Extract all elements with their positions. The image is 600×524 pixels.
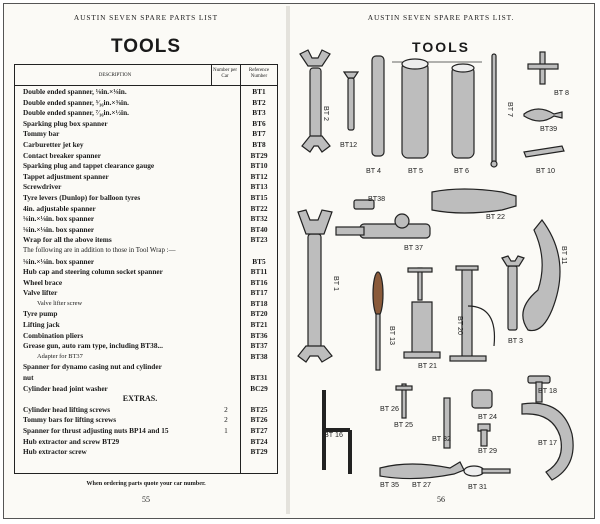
tool-label: BT 2 xyxy=(322,106,331,122)
row-reference: BT16 xyxy=(250,277,268,287)
row-description: Cylinder head joint washer xyxy=(23,383,108,393)
spanner-bt11-icon xyxy=(523,220,560,331)
tool-label: BT 21 xyxy=(418,361,438,370)
table-row xyxy=(15,405,277,416)
row-description: Valve lifter xyxy=(23,288,58,298)
table-row xyxy=(15,384,277,395)
table-row xyxy=(15,373,277,384)
table-row xyxy=(15,182,277,193)
table-row xyxy=(15,193,277,204)
tool-label: BT 1 xyxy=(332,276,341,292)
row-description: Lifting jack xyxy=(23,320,60,330)
row-reference: BT6 xyxy=(252,118,266,128)
row-description: Sparking plug and tappet clearance gauge xyxy=(23,161,155,171)
box-spanner-bt5-icon xyxy=(402,59,428,158)
row-description: Spanner for dynamo casing nut and cylinder xyxy=(23,362,162,372)
row-reference: BT32 xyxy=(250,214,268,224)
row-description: The following are in addition to those in Tool Wrap :— xyxy=(23,246,176,254)
row-reference: BT10 xyxy=(250,161,268,171)
row-description: Grease gun, auto ram type, including BT38... xyxy=(23,341,163,351)
row-reference: BT25 xyxy=(250,404,268,414)
row-description: Sparking plug box spanner xyxy=(23,118,108,128)
row-reference: BT5 xyxy=(252,256,266,266)
row-quantity: 2 xyxy=(224,404,228,414)
row-description: 4in. adjustable spanner xyxy=(23,203,96,213)
row-reference: BT1 xyxy=(252,87,266,96)
tool-label: BT 4 xyxy=(366,166,382,175)
table-row xyxy=(15,426,277,437)
tool-label: BT38 xyxy=(368,194,386,203)
table-row xyxy=(15,108,277,119)
left-page xyxy=(8,6,284,514)
row-reference: BT11 xyxy=(250,267,268,277)
extractor-bt24-icon xyxy=(472,390,492,408)
pump-bt20-icon xyxy=(450,266,494,361)
row-reference: BT27 xyxy=(250,426,268,435)
tool-label: BT 18 xyxy=(538,386,558,395)
tool-label: BT 6 xyxy=(454,166,470,175)
section-heading xyxy=(15,394,277,405)
table-row xyxy=(15,161,277,172)
col-number: Number per Car xyxy=(212,68,238,79)
box-spanner-bt4-icon xyxy=(372,56,384,156)
row-reference: BT20 xyxy=(250,309,268,319)
row-reference: BT3 xyxy=(252,108,266,118)
tool-label: BT 32 xyxy=(432,434,452,443)
spanner-bt2-icon xyxy=(300,50,330,152)
tool-label: BT 22 xyxy=(486,212,506,221)
row-quantity: 1 xyxy=(224,426,228,435)
row-description: Cylinder head lifting screws xyxy=(23,404,111,414)
row-description: Tommy bar xyxy=(23,129,60,139)
page-number: 56 xyxy=(437,495,445,504)
row-reference: BT13 xyxy=(250,182,268,192)
row-reference: BT8 xyxy=(252,139,266,149)
row-description: Tommy bars for lifting screws xyxy=(23,415,117,425)
row-reference: BT7 xyxy=(252,129,266,139)
tool-label: BT 7 xyxy=(506,102,515,118)
row-description: Screwdriver xyxy=(23,182,62,192)
row-reference: BT17 xyxy=(250,288,268,298)
table-row xyxy=(15,151,277,162)
page-number: 55 xyxy=(142,495,150,504)
row-description: Tyre levers (Dunlop) for balloon tyres xyxy=(23,192,141,202)
row-description: Valve lifter screw xyxy=(37,299,83,307)
table-row xyxy=(15,415,277,426)
running-header: AUSTIN SEVEN SPARE PARTS LIST xyxy=(73,13,219,22)
table-row xyxy=(15,299,277,310)
spanner-bt31-icon xyxy=(464,466,510,476)
table-row xyxy=(15,87,277,98)
table-row xyxy=(15,309,277,320)
row-description: Tappet adjustment spanner xyxy=(23,171,109,181)
table-row xyxy=(15,288,277,299)
row-reference: BT29 xyxy=(250,150,268,160)
screwdriver-bt13-icon xyxy=(373,272,383,370)
row-description: Double ended spanner, ⁷⁄₁₆in.×½in. xyxy=(23,108,129,118)
row-description: Combination pliers xyxy=(23,330,84,340)
table-row xyxy=(15,172,277,183)
col-reference: Reference Number xyxy=(248,68,270,79)
row-quantity: 2 xyxy=(224,415,228,425)
tool-label: BT 29 xyxy=(478,446,498,455)
tool-label: BT 20 xyxy=(456,316,465,336)
row-description: Hub extractor screw xyxy=(23,447,87,457)
row-description: nut xyxy=(23,373,34,383)
row-reference: BT18 xyxy=(250,298,268,308)
row-description: Adapter for BT37 xyxy=(37,352,83,360)
table-row xyxy=(15,140,277,151)
gauge-bt10-icon xyxy=(524,146,564,157)
row-reference: BT26 xyxy=(250,415,268,425)
row-reference: BC29 xyxy=(250,383,268,393)
spanner-bt39-icon xyxy=(524,109,562,121)
table-row xyxy=(15,214,277,225)
tool-label: BT 13 xyxy=(388,326,397,346)
table-header xyxy=(15,65,277,86)
spanner-bt1-icon xyxy=(298,210,332,362)
table-body xyxy=(15,87,277,458)
page-gutter xyxy=(286,6,290,514)
tool-label: BT 37 xyxy=(404,243,424,252)
table-row xyxy=(15,129,277,140)
tool-label: BT 3 xyxy=(508,336,524,345)
tool-label: BT 16 xyxy=(324,430,344,439)
tool-label: BT 8 xyxy=(554,88,570,97)
parts-table xyxy=(14,64,278,474)
right-page xyxy=(292,6,590,514)
table-row xyxy=(15,447,277,458)
tool-label: BT 25 xyxy=(394,420,414,429)
col-description: DESCRIPTION xyxy=(98,73,132,78)
tool-label: BT 24 xyxy=(478,412,498,421)
tool-label: BT 10 xyxy=(536,166,556,175)
row-description: Carburetter jet key xyxy=(23,139,84,149)
row-description: ⅛in.×⅛in. box spanner xyxy=(23,214,95,224)
table-row xyxy=(15,331,277,342)
row-description: Tyre pump xyxy=(23,309,58,319)
row-description: Hub cap and steering column socket spanner xyxy=(23,267,163,277)
row-reference: BT23 xyxy=(250,235,268,245)
table-row xyxy=(15,267,277,278)
grease-gun-bt37-icon xyxy=(336,214,430,238)
table-row xyxy=(15,341,277,352)
row-reference: BT22 xyxy=(250,203,268,213)
table-row xyxy=(15,362,277,373)
row-reference: BT2 xyxy=(252,97,266,107)
row-reference: BT40 xyxy=(250,224,268,234)
footnote: When ordering parts quote your car number. xyxy=(86,480,206,487)
table-row xyxy=(15,225,277,236)
tool-label: BT12 xyxy=(340,140,358,149)
table-row xyxy=(15,98,277,109)
tool-label: BT 27 xyxy=(412,480,432,489)
table-row xyxy=(15,278,277,289)
row-description: Wrap for all the above items xyxy=(23,235,112,245)
row-description: Double ended spanner, ⁵⁄₁₆in.×⅜in. xyxy=(23,97,129,107)
row-description: Hub extractor and screw BT29 xyxy=(23,436,120,446)
table-row xyxy=(15,235,277,246)
table-row xyxy=(15,119,277,130)
spanner-bt22-icon xyxy=(432,189,516,213)
page-title: TOOLS xyxy=(110,36,182,57)
row-description: ⅛in.×⅛in. box spanner xyxy=(23,224,95,234)
tool-label: BT 17 xyxy=(538,438,558,447)
tool-label: BT 26 xyxy=(380,404,400,413)
row-description: Contact breaker spanner xyxy=(23,150,101,160)
table-row xyxy=(15,204,277,215)
row-description: ⅛in.×⅛in. box spanner xyxy=(23,256,95,266)
tommy-bar-bt7-icon xyxy=(491,54,497,167)
spanner-bt12-icon xyxy=(344,72,358,130)
tool-label: BT 31 xyxy=(468,482,488,491)
row-description: Wheel brace xyxy=(23,277,63,287)
row-reference: BT12 xyxy=(250,171,268,181)
row-reference: BT24 xyxy=(250,436,268,446)
running-header: AUSTIN SEVEN SPARE PARTS LIST. xyxy=(367,13,515,22)
row-reference: BT29 xyxy=(250,447,268,457)
col-divider xyxy=(211,65,212,85)
row-reference: BT37 xyxy=(250,341,268,351)
tool-label: BT 5 xyxy=(408,166,424,175)
table-row xyxy=(15,352,277,363)
jack-bt21-icon xyxy=(404,268,440,358)
table-row xyxy=(15,257,277,268)
box-spanner-bt6-icon xyxy=(452,64,474,158)
spanner-bt27-icon xyxy=(380,462,464,479)
row-reference: BT38 xyxy=(250,351,268,361)
tool-label: BT39 xyxy=(540,124,558,133)
row-reference: BT21 xyxy=(250,320,268,330)
row-reference: BT15 xyxy=(250,192,268,202)
tool-label: BT 11 xyxy=(560,246,569,265)
jet-key-bt8-icon xyxy=(528,52,558,84)
row-description: Spanner for thrust adjusting nuts BP14 and 15 xyxy=(23,426,169,435)
spanner-bt3-icon xyxy=(502,256,524,330)
table-row xyxy=(15,437,277,448)
tool-label: BT 35 xyxy=(380,480,400,489)
row-reference: BT36 xyxy=(250,330,268,340)
screw-bt29-icon xyxy=(478,424,490,446)
page-title: TOOLS xyxy=(412,39,470,55)
table-row xyxy=(15,320,277,331)
row-reference: BT31 xyxy=(250,373,268,383)
row-description: EXTRAS. xyxy=(122,394,158,404)
section-note xyxy=(15,246,277,257)
row-description: Double ended spanner, ⅛in.×⅛in. xyxy=(23,87,127,96)
